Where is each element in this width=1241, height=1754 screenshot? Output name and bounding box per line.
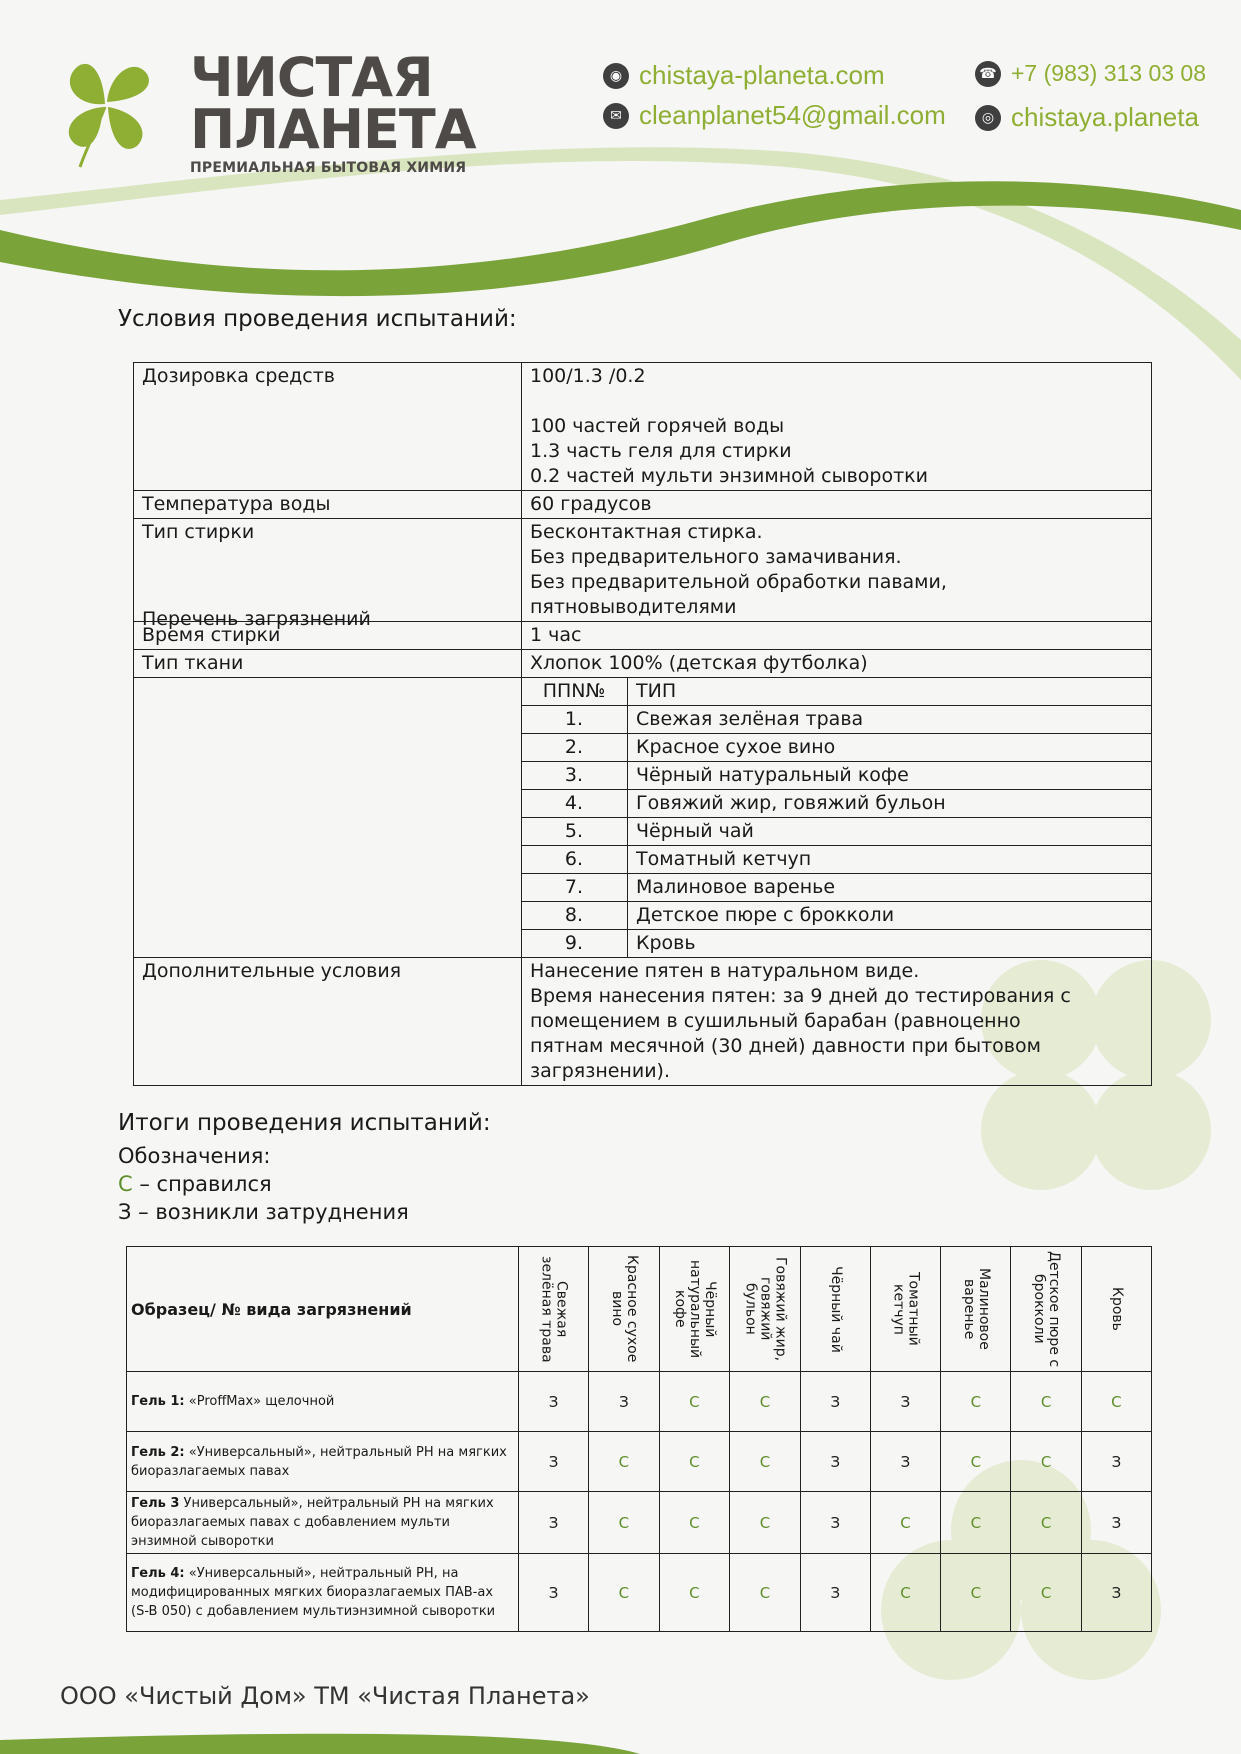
- result-cell: С: [659, 1554, 730, 1632]
- stain-row: [521, 734, 1152, 762]
- result-cell: С: [1011, 1372, 1081, 1432]
- stain-row: [521, 762, 1152, 790]
- legend-z-symbol: З: [118, 1200, 132, 1224]
- result-cell: З: [870, 1432, 940, 1492]
- temp-label: Температура воды: [134, 491, 522, 519]
- sample-cell: [127, 1554, 519, 1632]
- stains-label-text: Перечень загрязнений: [142, 608, 371, 630]
- result-cell: С: [730, 1554, 801, 1632]
- stains-header: [521, 678, 1152, 706]
- row-extra: [134, 958, 1152, 1086]
- col-header: [870, 1247, 940, 1372]
- dosage-line-3: 0.2 частей мульти энзимной сыворотки: [530, 465, 929, 487]
- stain-type: Детское пюре с брокколи: [628, 902, 1153, 930]
- stains-header-type: ТИП: [628, 678, 1153, 706]
- stain-row: [521, 706, 1152, 734]
- stain-row: [521, 902, 1152, 930]
- mail-icon: ✉: [603, 103, 629, 129]
- stains-list-cell: [522, 678, 1152, 958]
- result-cell: З: [518, 1492, 588, 1554]
- result-cell: З: [800, 1554, 870, 1632]
- extra-line-2: Время нанесения пятен: за 9 дней до тестирования с помещением в сушильный барабан (равноценно пятнам месячной (30 дней) давности при бытовом загрязнении).: [530, 985, 1071, 1082]
- row-stains: [134, 678, 1152, 958]
- brand-block: [190, 46, 476, 176]
- legend-z: [118, 1200, 409, 1224]
- col-header: [518, 1247, 588, 1372]
- phone-icon: ☎: [975, 61, 1001, 87]
- col-header-text: Красное сухое вино: [608, 1255, 640, 1363]
- email-text: cleanplanet54@gmail.com: [639, 100, 946, 130]
- legend-c: [118, 1172, 272, 1196]
- col-header: [1011, 1247, 1081, 1372]
- results-row: [127, 1372, 1152, 1432]
- fabric-label: Тип ткани: [134, 650, 522, 678]
- camera-icon: ◎: [975, 105, 1001, 131]
- fabric-value: Хлопок 100% (детская футболка): [522, 650, 1152, 678]
- results-table: [126, 1246, 1152, 1632]
- time-label: Время стирки: [134, 622, 522, 650]
- col-header: [1081, 1247, 1151, 1372]
- result-cell: С: [1011, 1554, 1081, 1632]
- result-cell: З: [518, 1554, 588, 1632]
- result-cell: З: [800, 1432, 870, 1492]
- temp-value: 60 градусов: [522, 491, 1152, 519]
- legend-z-text: – возникли затруднения: [131, 1200, 409, 1224]
- stain-type: Чёрный чай: [628, 818, 1153, 846]
- sample-desc: «ProffMax» щелочной: [184, 1394, 335, 1409]
- stain-type: Говяжий жир, говяжий бульон: [628, 790, 1153, 818]
- footer-green-bar: [0, 1730, 1241, 1754]
- row-dosage: [134, 363, 1152, 491]
- stain-num: 9.: [521, 930, 628, 958]
- result-cell: С: [659, 1432, 730, 1492]
- stain-row: [521, 930, 1152, 958]
- sample-desc: «Универсальный», нейтральный РН, на модифицированных мягких биоразлагаемых ПАВ-ах (S-B 050) с добавлением мультиэнзимной сыворотки: [131, 1566, 496, 1619]
- col-header: [800, 1247, 870, 1372]
- result-cell: С: [659, 1492, 730, 1554]
- result-cell: С: [941, 1432, 1011, 1492]
- results-row: [127, 1492, 1152, 1554]
- result-cell: С: [730, 1432, 801, 1492]
- result-cell: С: [589, 1492, 659, 1554]
- result-cell: З: [800, 1492, 870, 1554]
- col-header: [730, 1247, 801, 1372]
- col-header-text: Детское пюре с брокколи: [1031, 1250, 1063, 1368]
- col-header-text: Свежая зелёная трава: [538, 1255, 570, 1363]
- col-header-text: Говяжий жир, говяжий бульон: [742, 1256, 789, 1362]
- stains-header-num: ППN№: [521, 678, 628, 706]
- result-cell: З: [870, 1372, 940, 1432]
- globe-icon: ◉: [603, 63, 629, 89]
- wash-label: Тип стирки: [134, 519, 522, 622]
- wash-line-1: Бесконтактная стирка.: [530, 521, 763, 543]
- dosage-label: Дозировка средств: [134, 363, 522, 491]
- sample-desc: «Универсальный», нейтральный РН на мягких биоразлагаемых павах: [131, 1444, 507, 1479]
- col-header: [941, 1247, 1011, 1372]
- col-header-text: Малиновое варенье: [960, 1268, 992, 1350]
- stain-row: [521, 790, 1152, 818]
- stain-type: Малиновое варенье: [628, 874, 1153, 902]
- results-row: [127, 1554, 1152, 1632]
- result-cell: С: [870, 1492, 940, 1554]
- result-cell: С: [589, 1432, 659, 1492]
- legend-title: Обозначения:: [118, 1144, 271, 1168]
- result-cell: З: [518, 1372, 588, 1432]
- dosage-ratio: 100/1.3 /0.2: [530, 365, 646, 387]
- brand-name-line1: ЧИСТАЯ: [190, 46, 433, 109]
- stain-type: Томатный кетчуп: [628, 846, 1153, 874]
- contact-email[interactable]: [603, 100, 946, 131]
- conditions-heading: Условия проведения испытаний:: [118, 306, 517, 332]
- sample-cell: [127, 1432, 519, 1492]
- stain-row: [521, 818, 1152, 846]
- results-corner: Образец/ № вида загрязнений: [127, 1247, 519, 1372]
- legend-c-symbol: С: [118, 1172, 133, 1196]
- result-cell: С: [1011, 1432, 1081, 1492]
- result-cell: З: [1081, 1492, 1151, 1554]
- clover-logo-icon: [55, 52, 155, 170]
- col-header-text: Томатный кетчуп: [890, 1272, 922, 1346]
- result-cell: С: [941, 1372, 1011, 1432]
- dosage-line-1: 100 частей горячей воды: [530, 415, 785, 437]
- sample-label: Гель 1:: [131, 1394, 185, 1409]
- stain-num: 2.: [521, 734, 628, 762]
- result-cell: З: [518, 1432, 588, 1492]
- col-header: [589, 1247, 659, 1372]
- stain-type: Чёрный натуральный кофе: [628, 762, 1153, 790]
- sample-cell: [127, 1492, 519, 1554]
- wash-line-3: Без предварительной обработки павами, пятновыводителями: [530, 571, 947, 618]
- result-cell: С: [1011, 1492, 1081, 1554]
- stain-num: 1.: [521, 706, 628, 734]
- conditions-table: [133, 362, 1152, 1086]
- wash-value: [522, 519, 1152, 622]
- dosage-line-2: 1.3 часть геля для стирки: [530, 440, 792, 462]
- legend-c-text: – справился: [132, 1172, 272, 1196]
- wash-line-2: Без предварительного замачивания.: [530, 546, 902, 568]
- footer-company: ООО «Чистый Дом» ТМ «Чистая Планета»: [60, 1682, 590, 1710]
- result-cell: С: [730, 1492, 801, 1554]
- result-cell: С: [730, 1372, 801, 1432]
- sample-cell: [127, 1372, 519, 1432]
- result-cell: З: [589, 1372, 659, 1432]
- stain-type: Свежая зелёная трава: [628, 706, 1153, 734]
- result-cell: С: [589, 1554, 659, 1632]
- result-cell: С: [659, 1372, 730, 1432]
- contact-site[interactable]: [603, 60, 885, 91]
- result-cell: С: [870, 1554, 940, 1632]
- col-header: [659, 1247, 730, 1372]
- stain-num: 3.: [521, 762, 628, 790]
- phone-text: +7 (983) 313 03 08: [1011, 60, 1207, 86]
- result-cell: С: [1081, 1372, 1151, 1432]
- contact-phone[interactable]: [975, 60, 1206, 87]
- sample-desc: Универсальный», нейтральный РН на мягких биоразлагаемых павах с добавлением мульти энзимной сыворотки: [131, 1496, 494, 1549]
- brand-name-line2: ПЛАНЕТА: [190, 98, 476, 161]
- stains-list: [521, 678, 1152, 957]
- stain-num: 6.: [521, 846, 628, 874]
- site-text: chistaya-planeta.com: [639, 60, 885, 90]
- stain-num: 8.: [521, 902, 628, 930]
- stain-row: [521, 874, 1152, 902]
- dosage-value: [522, 363, 1152, 491]
- stain-num: 5.: [521, 818, 628, 846]
- row-temperature: [134, 491, 1152, 519]
- results-header-row: [127, 1247, 1152, 1372]
- col-header-text: Чёрный чай: [827, 1265, 844, 1353]
- stain-num: 7.: [521, 874, 628, 902]
- contact-instagram[interactable]: [975, 102, 1199, 133]
- time-value: 1 час: [522, 622, 1152, 650]
- brand-tagline: ПРЕМИАЛЬНАЯ БЫТОВАЯ ХИМИЯ: [190, 160, 467, 176]
- sample-label: Гель 3: [131, 1496, 180, 1511]
- row-fabric: [134, 650, 1152, 678]
- result-cell: С: [941, 1554, 1011, 1632]
- results-row: [127, 1432, 1152, 1492]
- extra-label: Дополнительные условия: [134, 958, 522, 1086]
- stain-type: Красное сухое вино: [628, 734, 1153, 762]
- sample-label: Гель 4:: [131, 1566, 185, 1581]
- stain-num: 4.: [521, 790, 628, 818]
- sample-label: Гель 2:: [131, 1444, 185, 1460]
- result-cell: З: [1081, 1432, 1151, 1492]
- result-cell: З: [1081, 1554, 1151, 1632]
- col-header-text: Кровь: [1108, 1287, 1125, 1331]
- extra-line-1: Нанесение пятен в натуральном виде.: [530, 960, 920, 982]
- result-cell: З: [800, 1372, 870, 1432]
- result-cell: С: [941, 1492, 1011, 1554]
- stain-row: [521, 846, 1152, 874]
- col-header-text: Чёрный натуральный кофе: [671, 1259, 718, 1359]
- stain-type: Кровь: [628, 930, 1153, 958]
- results-heading: Итоги проведения испытаний:: [118, 1110, 491, 1136]
- instagram-text: chistaya.planeta: [1011, 102, 1199, 132]
- extra-value: [522, 958, 1152, 1086]
